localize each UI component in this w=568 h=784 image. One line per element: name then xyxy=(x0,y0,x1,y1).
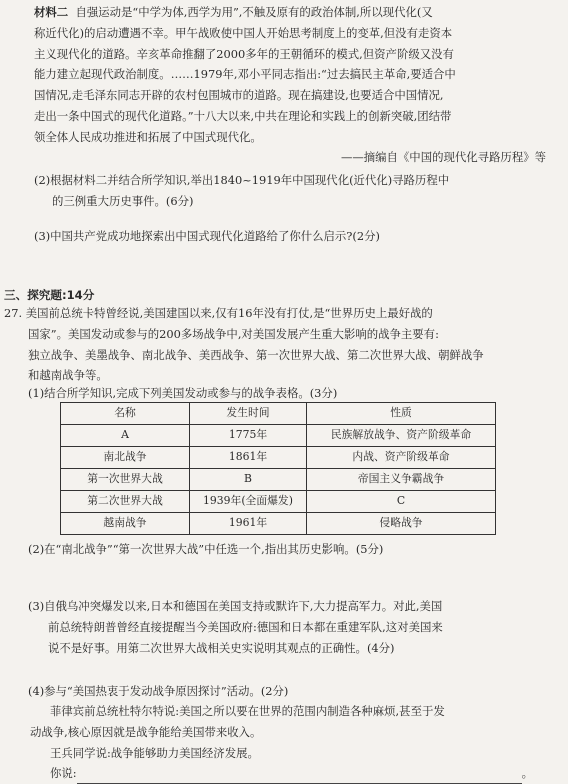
table-cell: 第二次世界大战 xyxy=(61,491,190,513)
question-27-number: 27. xyxy=(4,306,23,320)
question-2 xyxy=(34,170,550,212)
question-27-line: 独立战争、美墨战争、南北战争、美西战争、第一次世界大战、第二次世界大战、朝鲜战争 xyxy=(28,347,484,362)
table-row xyxy=(61,469,496,491)
material2-line: 自强运动是“中学为体,西学为用”,不触及原有的政治体制,所以现代化(又 xyxy=(75,5,433,19)
question-27-sub4-title: (4)参与“美国热衷于发动战争原因探讨”活动。(2分) xyxy=(28,684,289,698)
material2-label: 材料二 xyxy=(34,5,69,19)
question-27-sub4-body xyxy=(30,701,550,784)
answer-end: 。 xyxy=(521,766,534,781)
material2-line: 领全体人民成功推进和拓展了中国式现代化。 xyxy=(34,129,262,144)
question-27-sub4-line: 菲律宾前总统杜特尔特说:美国之所以要在世界的范围内制造各种麻烦,甚至于发 xyxy=(50,704,445,718)
table-cell: 第一次世界大战 xyxy=(61,469,190,491)
table-cell: 帝国主义争霸战争 xyxy=(307,469,496,491)
question-27-sub1: (1)结合所学知识,完成下列美国发动或参与的战争表格。(3分) xyxy=(28,386,338,400)
table-cell: B xyxy=(190,469,307,491)
table-cell: 侵略战争 xyxy=(307,513,496,535)
question-27-sub3-line: (3)自俄乌冲突爆发以来,日本和德国在美国支持或默许下,大力提高军力。对此,美国 xyxy=(28,599,443,613)
material2-paragraph xyxy=(34,2,550,148)
question-3: (3)中国共产党成功地探索出中国式现代化道路给了你什么启示?(2分) xyxy=(34,229,380,243)
war-table xyxy=(60,402,496,535)
question-27-sub4-line: 动战争,核心原因就是战争能给美国带来收入。 xyxy=(30,724,262,739)
question-27-line: 美国前总统卡特曾经说,美国建国以来,仅有16年没有打仗,是“世界历史上最好战的 xyxy=(25,306,433,320)
material2-line: 国情况,走毛泽东同志开辟的农村包围城市的道路。现在搞建设,也要适合中国情况, xyxy=(34,88,444,103)
question-27-line: 国家”。美国发动或参与的200多场战争中,对美国发展产生重大影响的战争主要有: xyxy=(28,326,439,341)
question-2-line: 的三例重大历史事件。(6分) xyxy=(52,193,194,208)
table-row xyxy=(61,491,496,513)
table-header: 名称 xyxy=(61,403,190,425)
table-row xyxy=(61,447,496,469)
table-header: 发生时间 xyxy=(190,403,307,425)
material2-source: ——摘编自《中国的现代化寻路历程》等 xyxy=(340,150,546,164)
table-cell: A xyxy=(61,425,190,447)
table-cell: 1961年 xyxy=(190,513,307,535)
table-cell: 内战、资产阶级革命 xyxy=(307,447,496,469)
question-27-sub4-line: 王兵同学说:战争能够助力美国经济发展。 xyxy=(50,745,259,760)
question-27-sub2: (2)在“南北战争”“第一次世界大战”中任选一个,指出其历史影响。(5分) xyxy=(28,542,384,556)
table-cell: 越南战争 xyxy=(61,513,190,535)
table-cell: 民族解放战争、资产阶级革命 xyxy=(307,425,496,447)
table-cell: 南北战争 xyxy=(61,447,190,469)
table-header-row xyxy=(61,403,496,425)
material2-line: 能力建立起现代政治制度。……1979年,邓小平同志指出:“过去搞民主革命,要适合中 xyxy=(34,67,456,82)
table-cell: 1939年(全面爆发) xyxy=(190,491,307,513)
question-27-sub3-line: 说不是好事。用第二次世界大战相关史实说明其观点的正确性。(4分) xyxy=(48,640,395,655)
you-say-label: 你说: xyxy=(50,766,77,781)
material2-line: 主义现代化的道路。辛亥革命推翻了2000多年的王朝循环的模式,但资产阶级又没有 xyxy=(34,46,454,61)
material2-line: 称近代化)的启动遭遇不幸。甲午战败使中国人开始思考制度上的变革,但没有走资本 xyxy=(34,25,453,40)
section-heading: 三、探究题:14分 xyxy=(4,288,95,302)
question-27-sub3-line: 前总统特朗普曾经直接提醒当今美国政府:德国和日本都在重建军队,这对美国来 xyxy=(48,619,443,634)
question-2-line: (2)根据材料二并结合所学知识,举出1840~1919年中国现代化(近代化)寻路历程中 xyxy=(34,173,450,187)
table-cell: 1775年 xyxy=(190,425,307,447)
table-header: 性质 xyxy=(307,403,496,425)
question-27-sub3 xyxy=(28,596,550,658)
table-cell: C xyxy=(307,491,496,513)
answer-blank[interactable] xyxy=(77,769,522,784)
table-row xyxy=(61,425,496,447)
table-row xyxy=(61,513,496,535)
table-cell: 1861年 xyxy=(190,447,307,469)
question-27-intro xyxy=(4,303,550,386)
material2-line: 走出一条中国式的现代化道路。”十八大以来,中共在理论和实践上的创新突破,团结带 xyxy=(34,108,452,123)
question-27-line: 和越南战争等。 xyxy=(28,368,108,383)
